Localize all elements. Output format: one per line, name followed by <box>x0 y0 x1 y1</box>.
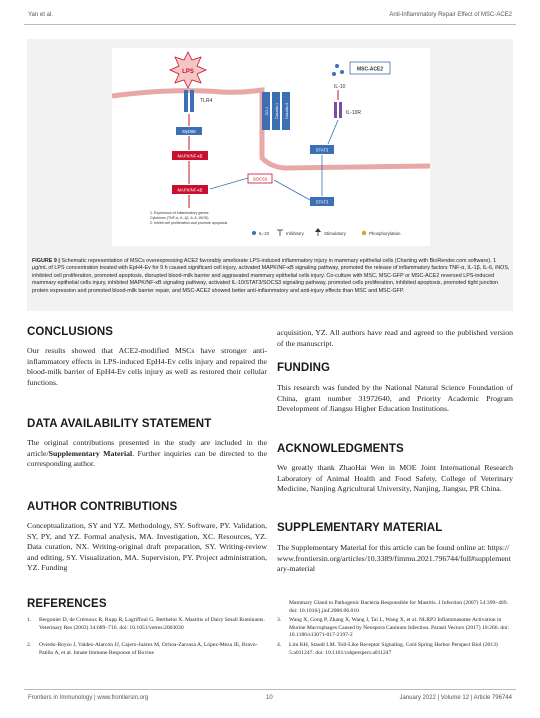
reference-text: Mammary Gland to Pathogenic Bacteria Responsible for Mastitis. J Infection (2007) 54:399–409. doi: 10.1016/j.jinf.2006.06.010 <box>289 600 508 614</box>
note-2: Cytokines (TNF-α, IL-1β, IL-6, iNOS) <box>150 216 209 220</box>
stat3-label: STAT3 <box>315 199 329 205</box>
stat3-label: STAT3 <box>315 147 329 153</box>
note-3: 2. Inhibit cell proliferation and promote apoptosis <box>150 221 228 225</box>
footer-issue: January 2022 | Volume 12 | Article 796744 <box>399 695 512 701</box>
reference-item <box>277 642 513 657</box>
legend-il10: IL-10 <box>259 231 270 236</box>
running-header-authors: Yan et al. <box>28 12 53 18</box>
data-availability-text: The original contributions presented in the study are included in the article/ <box>27 438 267 458</box>
reference-item <box>277 617 513 640</box>
supplementary-body: The Supplementary Material for this article can be found online at: https://www.frontiersin.org/articles/10.3389/fimmu.2021.796744/full#supplementary-material <box>277 543 511 574</box>
caption-text: Schematic representation of MSCs overexpressing ACE2 favorably ameliorate LPS-induced inflammatory injury in mammary epithelial cells (Charting with BioRender.com software). 1 μg/mL of LPS concentration treated with EpH4-Ev for 9 h caused significant cell injury, activated MAPK/NF-κB signaling pathway, promoted the release of inflammatory factors TNF-α, IL-1β, IL-6, iNOS, inhibited cell proliferation, promoted apoptosis, disrupted blood-milk barrier and aggravated mammary epithelial cells injury. Co-culture with MSC, MSC-GFP or MSC-ACE2 reversed LPS-induced mammary epithelial cells injury, inhibited MAPK/NF-κB signaling pathway, activated IL-10/STAT3/SOCS3 signaling pathway, promoted cells proliferation, inhibited apoptosis, promoted tight junction protein expression and promoted blood-milk barrier repair, and MSC-ACE2 showed better anti-inflammatory and anti-injury effects than MSC and MSC-GFP. <box>32 258 510 294</box>
reference-number: 1. <box>27 617 32 623</box>
tlr4-receptor-icon <box>184 90 188 112</box>
reference-text: Oviedo-Boyso J, Valdez-Alarcón JJ, Cajero-Juárez M, Ochoa-Zarzosa A, López-Meza JE, Bravo-Patiño A, et al. Innate Immune Response of Bovine <box>39 642 258 656</box>
reference-item <box>277 600 513 615</box>
tlr4-label: TLR4 <box>200 98 213 104</box>
reference-text: Wang X, Gong P, Zhang X, Wang J, Tai L, Wang X, et al. NLRP3 Inflammasome Activation in Murine Macrophages Caused by Neospora Caninum Infection. Parasit Vectors (2017) 10:266. doi: 10.1186/s13071-017-2197-2 <box>289 617 510 639</box>
heading-data-availability: DATA AVAILABILITY STATEMENT <box>27 418 212 430</box>
heading-references: REFERENCES <box>27 598 107 610</box>
heading-funding: FUNDING <box>277 362 331 374</box>
mapk-nfkb-label: MAPK/NF-κB <box>177 153 203 159</box>
heading-author-contributions: AUTHOR CONTRIBUTIONS <box>27 501 178 513</box>
myd88-label: MyD88 <box>182 129 196 134</box>
socs3-label: SOCS3 <box>252 176 268 182</box>
arrow-icon <box>328 120 338 144</box>
reference-number: 4. <box>277 642 282 648</box>
pathway-diagram <box>112 48 430 246</box>
legend-phosphorylation: Phosphorylation <box>369 231 401 236</box>
claudin3-label: Claudin-3 <box>285 102 289 120</box>
caption-label: FIGURE 9 | <box>32 258 60 264</box>
il10-dot-icon <box>335 64 339 68</box>
arrow-icon <box>274 180 310 200</box>
reference-item <box>27 617 267 632</box>
cell-membrane <box>112 90 430 168</box>
legend-stimulatory: Stimulatory <box>324 231 346 236</box>
figure-9-diagram <box>112 48 430 246</box>
zo1-label: ZO-1 <box>265 106 269 116</box>
tlr4-receptor-icon <box>190 90 194 112</box>
inhibitory-arrow-icon <box>210 178 248 189</box>
author-contributions-body: Conceptualization, SY and YZ. Methodology, SY. Software, PY. Validation, SY, PY, and YZ. Formal analysis, MA. Investigation, XC. Resources, YZ. Data curation, NX. Writing-original draft preparation, SY. Writing-review and editing, SY. Visualization, MA. Supervision, PY. Project administration, YZ. Funding <box>27 521 267 573</box>
note-1: 1. Expression of inflammatory genes: <box>150 211 210 215</box>
il10r-receptor-icon <box>339 102 342 118</box>
funding-body: This research was funded by the National Natural Science Foundation of China, grant number 31972640, and Priority Academic Program Development of Jiangsu Higher Education Institutions. <box>277 383 513 414</box>
supplementary-link[interactable]: Supplementary Material <box>48 448 133 458</box>
running-header-title: Anti-Inflammatory Repair Effect of MSC-ACE2 <box>389 12 512 18</box>
il10-dot-icon <box>332 72 336 76</box>
reference-number: 2. <box>27 642 32 648</box>
reference-item <box>27 642 267 657</box>
phosphorylation-legend-icon <box>362 231 366 235</box>
il10-label: IL-10 <box>334 84 346 90</box>
stimulatory-legend-icon <box>315 228 321 232</box>
acquisition-continuation: acquisition, YZ. All authors have read and agreed to the published version of the manuscript. <box>277 328 513 348</box>
header-rule <box>24 24 516 25</box>
lps-label: LPS <box>182 69 194 75</box>
heading-acknowledgments: ACKNOWLEDGMENTS <box>277 443 404 455</box>
claudin1-label: Claudin-1 <box>275 102 279 120</box>
conclusions-body: Our results showed that ACE2-modified MSCs have stronger anti-inflammatory effects in LPS-induced EpH4-Ev cells injury and repaired the blood-milk barrier of EpH4-Ev cells injury as well as restored their cellular functions. <box>27 346 267 387</box>
reference-text: Lim KH, Staudt LM. Toll-Like Receptor Signaling. Cold Spring Harbor Perspect Biol (2013) 5:a011247. doi: 10.1101/cshperspect.a011247 <box>289 642 498 656</box>
mapk-nfkb-label: MAPK/NF-κB <box>177 187 203 193</box>
footer-rule <box>24 689 516 690</box>
figure-caption <box>32 258 510 295</box>
footer-journal: Frontiers in Immunology | www.frontiersin.org <box>28 695 149 701</box>
msc-ace2-label: MSC-ACE2 <box>356 66 384 73</box>
reference-text: Bergonier D, de Crémoux R, Rupp R, Lagriffoul G, Berthelot X. Mastitis of Dairy Small Ruminants. Veterinary Res (2003) 34:689–716. doi: 10.1051/vetres:2003030 <box>39 617 265 631</box>
il10-dot-icon <box>340 70 344 74</box>
il10-legend-icon <box>252 231 256 235</box>
footer-page-number: 10 <box>266 695 273 701</box>
acknowledgments-body: We greatly thank ZhaoHai Wen in MOE Joint International Research Laboratory of Animal Health and Food Safety, College of Veterinary Medicine, Nanjing Agricultural University, Nanjing, Jiangsu, PR China. <box>277 463 513 494</box>
data-availability-body <box>27 438 267 470</box>
heading-conclusions: CONCLUSIONS <box>27 326 114 338</box>
heading-supplementary: SUPPLEMENTARY MATERIAL <box>277 522 443 534</box>
legend-inhibitory: Inhibitory <box>286 231 304 236</box>
reference-number: 3. <box>277 617 282 623</box>
data-availability-text-end: . Further inquiries can be directed to the corresponding author. <box>27 448 267 469</box>
il10r-label: IL-10R <box>346 110 362 116</box>
il10r-receptor-icon <box>334 102 337 118</box>
